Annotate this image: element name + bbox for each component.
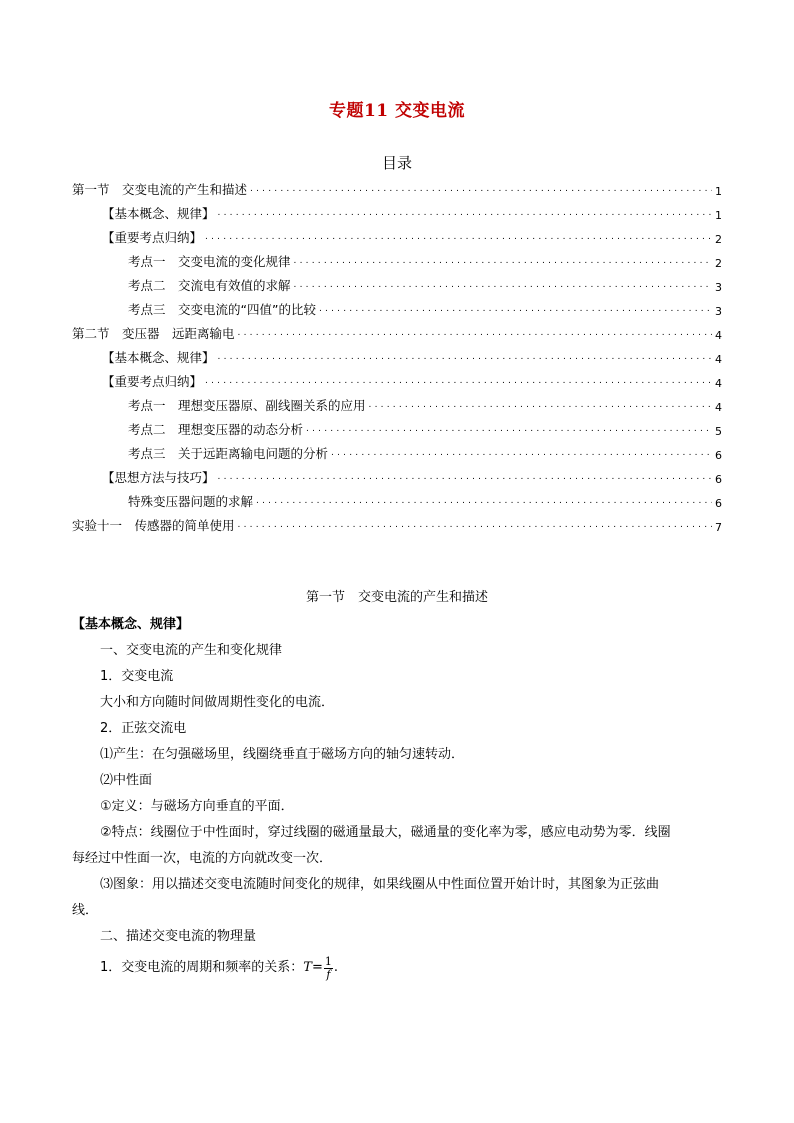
toc-heading: 目录 bbox=[381, 154, 412, 172]
toc-entry[interactable] bbox=[72, 246, 722, 270]
toc-page-number: 1 bbox=[715, 209, 722, 222]
fraction-numerator: 1 bbox=[324, 954, 332, 968]
toc-page-number: 4 bbox=[715, 329, 722, 342]
toc-entry[interactable] bbox=[72, 390, 722, 414]
toc-entry[interactable] bbox=[72, 174, 722, 198]
toc-entry-text: 【基本概念、规律】 bbox=[102, 350, 215, 365]
toc-entry[interactable] bbox=[72, 294, 722, 318]
toc-entry[interactable] bbox=[72, 270, 722, 294]
paragraph: ⑴产生：在匀强磁场里，线圈绕垂直于磁场方向的轴匀速转动． bbox=[100, 747, 465, 762]
toc-entry-text: 实验十一 传感器的简单使用 bbox=[72, 518, 235, 533]
toc-leader-dots bbox=[319, 305, 712, 314]
paragraph: ②特点：线圈位于中性面时，穿过线圈的磁通量最大，磁通量的变化率为零，感应电动势为零．线圈 bbox=[100, 825, 671, 840]
toc-page-number: 4 bbox=[715, 377, 722, 390]
toc-leader-dots bbox=[294, 281, 712, 290]
toc-page-number: 5 bbox=[715, 425, 722, 438]
formula-equals: = bbox=[311, 960, 323, 975]
formula-paragraph bbox=[72, 950, 724, 986]
toc-entry-text: 【重要考点归纳】 bbox=[102, 230, 203, 245]
fraction-denominator: f bbox=[326, 967, 331, 981]
toc-page-number: 3 bbox=[715, 305, 722, 318]
toc-entry-text: 考点二 理想变压器的动态分析 bbox=[128, 422, 304, 437]
table-of-contents bbox=[72, 174, 722, 534]
toc-entry[interactable] bbox=[72, 342, 722, 366]
toc-entry[interactable] bbox=[72, 462, 722, 486]
formula-prefix: 1．交变电流的周期和频率的关系： bbox=[100, 960, 304, 975]
paragraph: 二、描述交变电流的物理量 bbox=[100, 929, 257, 944]
toc-leader-dots bbox=[218, 209, 712, 218]
toc-entry[interactable] bbox=[72, 438, 722, 462]
toc-entry[interactable] bbox=[72, 318, 722, 342]
toc-leader-dots bbox=[331, 449, 712, 458]
toc-entry-text: 【基本概念、规律】 bbox=[102, 206, 215, 221]
toc-leader-dots bbox=[205, 233, 712, 242]
toc-page-number: 6 bbox=[715, 449, 722, 462]
toc-page-number: 2 bbox=[715, 233, 722, 246]
toc-page-number: 4 bbox=[715, 401, 722, 414]
paragraph: 大小和方向随时间做周期性变化的电流． bbox=[100, 695, 335, 710]
toc-leader-dots bbox=[294, 257, 712, 266]
paragraph: 2．正弦交流电 bbox=[100, 721, 187, 736]
formula-suffix: . bbox=[333, 960, 338, 975]
toc-entry[interactable] bbox=[72, 366, 722, 390]
toc-page-number: 3 bbox=[715, 281, 722, 294]
toc-entry[interactable] bbox=[72, 414, 722, 438]
toc-leader-dots bbox=[306, 425, 712, 434]
toc-leader-dots bbox=[218, 353, 712, 362]
toc-entry-text: 【重要考点归纳】 bbox=[102, 374, 203, 389]
toc-entry-text: 考点三 交变电流的“四值”的比较 bbox=[128, 302, 316, 317]
toc-entry-text: 【思想方法与技巧】 bbox=[102, 470, 215, 485]
toc-entry-text: 第二节 变压器 远距离输电 bbox=[72, 326, 235, 341]
formula-fraction bbox=[324, 956, 333, 981]
toc-entry[interactable] bbox=[72, 510, 722, 534]
toc-page-number: 7 bbox=[715, 521, 722, 534]
toc-entry-text: 特殊变压器问题的求解 bbox=[128, 494, 254, 509]
paragraph: ①定义：与磁场方向垂直的平面． bbox=[100, 799, 294, 814]
toc-leader-dots bbox=[369, 401, 712, 410]
toc-leader-dots bbox=[250, 185, 712, 194]
paragraph-continuation: 每经过中性面一次，电流的方向就改变一次． bbox=[72, 851, 333, 866]
document-title: 专题11 交变电流 bbox=[328, 101, 466, 121]
paragraph: 1．交变电流 bbox=[100, 669, 174, 684]
toc-leader-dots bbox=[238, 329, 712, 338]
subsection-label: 【基本概念、规律】 bbox=[72, 617, 190, 632]
toc-entry-text: 考点二 交流电有效值的求解 bbox=[128, 278, 291, 293]
toc-entry-text: 考点一 理想变压器原、副线圈关系的应用 bbox=[128, 398, 366, 413]
toc-leader-dots bbox=[238, 521, 712, 530]
toc-entry-text: 第一节 交变电流的产生和描述 bbox=[72, 182, 248, 197]
toc-entry-text: 考点三 关于远距离输电问题的分析 bbox=[128, 446, 329, 461]
toc-page-number: 6 bbox=[715, 473, 722, 486]
paragraph-continuation: 线． bbox=[72, 903, 99, 918]
toc-leader-dots bbox=[205, 377, 712, 386]
section-body bbox=[72, 612, 724, 986]
toc-entry[interactable] bbox=[72, 198, 722, 222]
toc-page-number: 4 bbox=[715, 353, 722, 366]
toc-page-number: 1 bbox=[715, 185, 722, 198]
toc-page-number: 2 bbox=[715, 257, 722, 270]
paragraph: ⑶图象：用以描述交变电流随时间变化的规律，如果线圈从中性面位置开始计时，其图象为正弦曲 bbox=[100, 877, 660, 892]
toc-entry[interactable] bbox=[72, 222, 722, 246]
paragraph: ⑵中性面 bbox=[100, 773, 153, 788]
section-heading: 第一节 交变电流的产生和描述 bbox=[305, 590, 488, 605]
paragraph: 一、交变电流的产生和变化规律 bbox=[100, 643, 283, 658]
toc-page-number: 6 bbox=[715, 497, 722, 510]
toc-entry-text: 考点一 交变电流的变化规律 bbox=[128, 254, 291, 269]
toc-leader-dots bbox=[218, 473, 712, 482]
toc-leader-dots bbox=[256, 497, 712, 506]
formula-variable: T bbox=[303, 960, 312, 975]
toc-entry[interactable] bbox=[72, 486, 722, 510]
